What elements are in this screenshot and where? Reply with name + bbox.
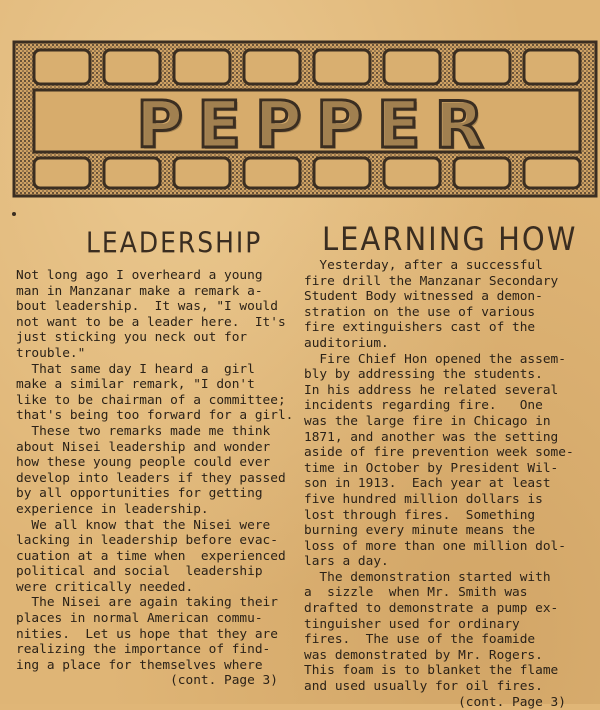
article-text-line: experience in leadership. bbox=[16, 501, 209, 517]
article-text-line: develop into leaders if they passed bbox=[16, 470, 286, 486]
article-heading-leadership: LEADERSHIP bbox=[86, 225, 263, 260]
article-text-line: by all opportunities for getting bbox=[16, 486, 263, 502]
article-text-line: In his address he related several bbox=[304, 382, 559, 398]
article-text-line: and used usually for oil fires. bbox=[304, 679, 543, 695]
article-text-line: Student Body witnessed a demon- bbox=[304, 289, 543, 305]
masthead bbox=[12, 40, 598, 198]
article-heading-learning-how: LEARNING HOW bbox=[322, 220, 578, 258]
article-text-line: The Nisei are again taking their bbox=[16, 595, 278, 611]
article-text-line: fire drill the Manzanar Secondary bbox=[304, 273, 559, 289]
article-text-line: burning every minute means the bbox=[304, 523, 536, 539]
article-text-line: loss of more than one million dol- bbox=[304, 538, 566, 554]
article-text-line: bly by addressing the students. bbox=[304, 367, 543, 383]
article-text-line: that's being too forward for a girl. bbox=[16, 408, 294, 424]
article-text-line: Not long ago I overheard a young bbox=[16, 268, 263, 283]
article-text-line: time in October by President Wil- bbox=[304, 460, 559, 476]
article-text-line: (cont. Page 3) bbox=[304, 694, 566, 710]
article-text-line: was demonstrated by Mr. Rogers. bbox=[304, 647, 543, 663]
article-body-learning-how bbox=[304, 258, 574, 710]
article-text-line: incidents regarding fire. One bbox=[304, 398, 543, 414]
article-text-line: These two remarks made me think bbox=[16, 423, 271, 439]
article-text-line: stration on the use of various bbox=[304, 304, 536, 320]
article-text-line: The demonstration started with bbox=[304, 569, 551, 585]
article-text-line: were critically needed. bbox=[16, 579, 194, 595]
article-text-line: lost through fires. Something bbox=[304, 507, 536, 523]
article-text-line: fires. The use of the foamide bbox=[304, 632, 536, 648]
article-text-line: (cont. Page 3) bbox=[16, 673, 278, 689]
article-text-line: trouble." bbox=[16, 345, 86, 361]
article-text-line: how these young people could ever bbox=[16, 455, 271, 471]
article-text-line: five hundred million dollars is bbox=[304, 491, 543, 507]
article-text-line: like to be chairman of a committee; bbox=[16, 392, 286, 408]
article-text-line: That same day I heard a girl bbox=[16, 361, 255, 377]
article-text-line: 1871, and another was the setting bbox=[304, 429, 559, 445]
article-text-line: about Nisei leadership and wonder bbox=[16, 439, 271, 455]
article-text-line: make a similar remark, "I don't bbox=[16, 377, 255, 393]
article-text-line: cuation at a time when experienced bbox=[16, 548, 286, 564]
article-text-line: ing a place for themselves where bbox=[16, 657, 263, 673]
article-text-line: This foam is to blanket the flame bbox=[304, 663, 559, 679]
article-text-line: realizing the importance of find- bbox=[16, 642, 271, 658]
article-text-line: son in 1913. Each year at least bbox=[304, 476, 551, 492]
article-text-line: bout leadership. It was, "I would bbox=[16, 299, 278, 315]
article-text-line: man in Manzanar make a remark a- bbox=[16, 283, 263, 299]
article-text-line: Yesterday, after a successful bbox=[304, 258, 543, 273]
article-text-line: nities. Let us hope that they are bbox=[16, 626, 278, 642]
article-text-line: tinguisher used for ordinary bbox=[304, 616, 520, 632]
article-text-line: was the large fire in Chicago in bbox=[304, 413, 551, 429]
article-text-line: aside of fire prevention week some- bbox=[304, 445, 574, 461]
article-text-line: a sizzle when Mr. Smith was bbox=[304, 585, 528, 601]
masthead-title: PEPPER bbox=[136, 89, 498, 163]
article-text-line: auditorium. bbox=[304, 335, 389, 351]
article-text-line: lacking in leadership before evac- bbox=[16, 533, 278, 549]
stray-ink-mark bbox=[12, 212, 16, 216]
article-text-line: political and social leadership bbox=[16, 564, 263, 580]
article-text-line: Fire Chief Hon opened the assem- bbox=[304, 351, 566, 367]
article-text-line: not want to be a leader here. It's bbox=[16, 314, 286, 330]
article-text-line: fire extinguishers cast of the bbox=[304, 320, 536, 336]
article-text-line: drafted to demonstrate a pump ex- bbox=[304, 601, 559, 617]
article-text-line: places in normal American commu- bbox=[16, 611, 263, 627]
article-body-leadership bbox=[16, 268, 293, 689]
article-text-line: just sticking you neck out for bbox=[16, 330, 248, 346]
article-text-line: We all know that the Nisei were bbox=[16, 517, 271, 533]
article-text-line: lars a day. bbox=[304, 554, 389, 570]
